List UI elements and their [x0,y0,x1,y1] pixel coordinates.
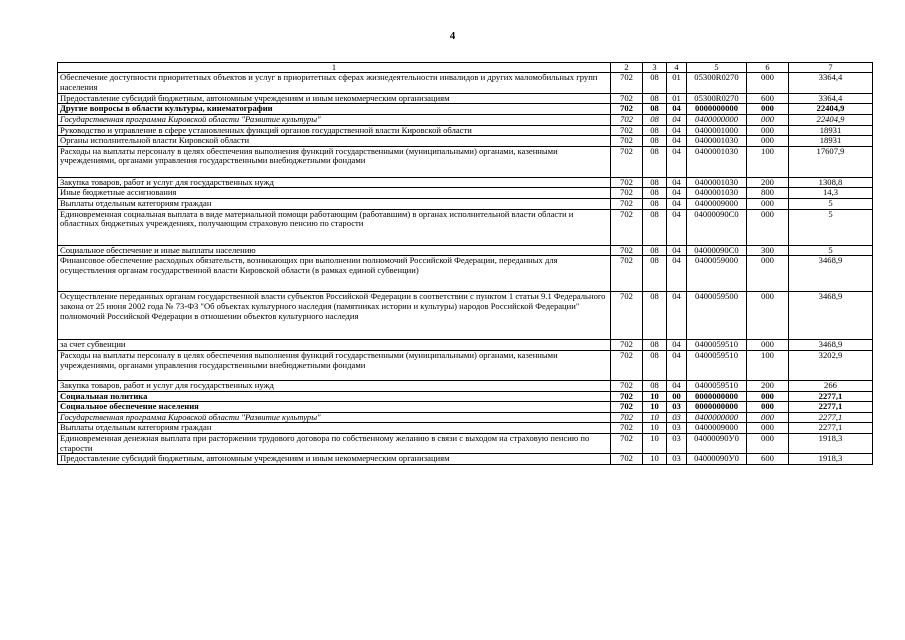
row-name: Иные бюджетные ассигнования [58,188,611,199]
row-target-article: 05300R0270 [687,73,747,93]
row-admin-code: 702 [611,93,643,104]
row-name: Социальное обеспечение населения [58,402,611,413]
row-name: Выплаты отдельным категориям граждан [58,423,611,434]
row-amount: 3468,9 [789,292,873,340]
row-expense-type: 000 [747,104,789,115]
row-subsection: 04 [667,188,687,199]
row-amount: 3468,9 [789,256,873,292]
row-name: Государственная программа Кировской области "Развитие культуры" [58,114,611,125]
row-name: Предоставление субсидий бюджетным, автономным учреждениям и иным некоммерческим организациям [58,454,611,465]
table-row [58,125,873,136]
row-name: Органы исполнительной власти Кировской области [58,136,611,147]
row-expense-type: 000 [747,391,789,402]
row-expense-type: 000 [747,199,789,210]
table-row [58,350,873,380]
row-subsection: 00 [667,391,687,402]
row-amount: 2277,1 [789,391,873,402]
row-expense-type: 000 [747,256,789,292]
table-row [58,434,873,454]
row-admin-code: 702 [611,454,643,465]
row-target-article: 0400059510 [687,340,747,351]
table-row [58,209,873,245]
row-target-article: 0400009000 [687,423,747,434]
row-amount: 3364,4 [789,93,873,104]
row-amount: 22404,9 [789,114,873,125]
row-expense-type: 000 [747,114,789,125]
table-row [58,114,873,125]
row-name: Социальное обеспечение и иные выплаты населению [58,245,611,256]
row-admin-code: 702 [611,125,643,136]
row-subsection: 04 [667,340,687,351]
row-subsection: 04 [667,292,687,340]
row-amount: 3202,9 [789,350,873,380]
row-section: 10 [643,391,667,402]
header-col-3: 3 [643,63,667,73]
table-row [58,177,873,188]
budget-table [57,62,873,465]
table-row [58,104,873,115]
row-expense-type: 000 [747,125,789,136]
row-admin-code: 702 [611,380,643,391]
row-subsection: 04 [667,146,687,177]
row-admin-code: 702 [611,73,643,93]
row-target-article: 0400001030 [687,188,747,199]
table-row [58,402,873,413]
row-subsection: 04 [667,104,687,115]
row-amount: 5 [789,245,873,256]
row-amount: 266 [789,380,873,391]
row-section: 08 [643,350,667,380]
row-subsection: 04 [667,350,687,380]
row-subsection: 03 [667,434,687,454]
row-subsection: 04 [667,114,687,125]
row-subsection: 04 [667,136,687,147]
row-admin-code: 702 [611,402,643,413]
row-subsection: 01 [667,73,687,93]
row-target-article: 04000090У0 [687,434,747,454]
row-subsection: 04 [667,380,687,391]
row-amount: 3364,4 [789,73,873,93]
table-row [58,93,873,104]
row-target-article: 0400059510 [687,350,747,380]
row-amount: 2277,1 [789,402,873,413]
table-row [58,454,873,465]
row-expense-type: 000 [747,209,789,245]
row-amount: 18931 [789,125,873,136]
table-row [58,73,873,93]
row-section: 08 [643,73,667,93]
row-admin-code: 702 [611,245,643,256]
row-expense-type: 000 [747,136,789,147]
row-target-article: 0400000000 [687,114,747,125]
row-name: Социальная политика [58,391,611,402]
row-expense-type: 100 [747,146,789,177]
header-col-1: 1 [58,63,611,73]
row-admin-code: 702 [611,199,643,210]
row-target-article: 0000000000 [687,391,747,402]
row-name: Финансовое обеспечение расходных обязательств, возникающих при выполнении полномочий Российской Федерации, переданных для осуществления органам государственной власти Кировской области (в рамках единой субвенции) [58,256,611,292]
row-subsection: 03 [667,402,687,413]
row-section: 08 [643,380,667,391]
row-name: за счет субвенции [58,340,611,351]
row-expense-type: 000 [747,434,789,454]
row-subsection: 04 [667,256,687,292]
header-col-5: 5 [687,63,747,73]
row-expense-type: 000 [747,73,789,93]
row-subsection: 04 [667,209,687,245]
header-col-2: 2 [611,63,643,73]
row-admin-code: 702 [611,350,643,380]
row-subsection: 04 [667,177,687,188]
row-section: 08 [643,125,667,136]
row-target-article: 04000090C0 [687,209,747,245]
row-target-article: 04000090C0 [687,245,747,256]
row-subsection: 04 [667,125,687,136]
row-expense-type: 000 [747,340,789,351]
row-target-article: 0400001030 [687,136,747,147]
table-row [58,391,873,402]
row-amount: 18931 [789,136,873,147]
table-row [58,340,873,351]
row-name: Осуществление переданных органам государственной власти субъектов Российской Федерации в соответствии с пунктом 1 статьи 9.1 Федерального закона от 25 июня 2002 года № 73-ФЗ "Об объектах культурного наследия (памятниках истории и культуры) народов Российской Федерации" полномочий Российской Федерации в отношении объектов культурного наследия [58,292,611,340]
table-row [58,256,873,292]
header-col-6: 6 [747,63,789,73]
row-name: Другие вопросы в области культуры, кинематографии [58,104,611,115]
table-row [58,188,873,199]
row-section: 08 [643,114,667,125]
row-expense-type: 100 [747,350,789,380]
row-amount: 22404,9 [789,104,873,115]
row-admin-code: 702 [611,391,643,402]
row-section: 10 [643,402,667,413]
row-admin-code: 702 [611,136,643,147]
row-admin-code: 702 [611,114,643,125]
row-section: 08 [643,177,667,188]
row-target-article: 0400001030 [687,146,747,177]
row-section: 10 [643,412,667,423]
table-row [58,292,873,340]
row-section: 08 [643,292,667,340]
row-admin-code: 702 [611,209,643,245]
row-name: Расходы на выплаты персоналу в целях обеспечения выполнения функций государственными (муниципальными) органами, казенными учреждениями, органами управления государственными внебюджетными фондами [58,350,611,380]
row-amount: 5 [789,209,873,245]
row-subsection: 03 [667,423,687,434]
row-expense-type: 300 [747,245,789,256]
table-row [58,412,873,423]
table-row [58,199,873,210]
header-col-7: 7 [789,63,873,73]
row-section: 08 [643,340,667,351]
row-target-article: 0400001000 [687,125,747,136]
table-row [58,380,873,391]
table-row [58,136,873,147]
row-target-article: 05300R0270 [687,93,747,104]
row-amount: 3468,9 [789,340,873,351]
row-target-article: 0400059000 [687,256,747,292]
row-amount: 1918,3 [789,434,873,454]
header-col-4: 4 [667,63,687,73]
row-name: Руководство и управление в сфере установленных функций органов государственной власти Кировской области [58,125,611,136]
row-target-article: 04000090У0 [687,454,747,465]
row-expense-type: 600 [747,454,789,465]
row-target-article: 0400009000 [687,199,747,210]
row-section: 10 [643,434,667,454]
table-row [58,146,873,177]
row-name: Расходы на выплаты персоналу в целях обеспечения выполнения функций государственными (муниципальными) органами, казенными учреждениями, органами управления государственными внебюджетными фондами [58,146,611,177]
row-expense-type: 000 [747,412,789,423]
page-number: 4 [449,30,456,42]
row-subsection: 01 [667,93,687,104]
row-section: 08 [643,256,667,292]
row-section: 08 [643,146,667,177]
row-admin-code: 702 [611,340,643,351]
row-target-article: 0400059500 [687,292,747,340]
row-expense-type: 000 [747,292,789,340]
row-expense-type: 800 [747,188,789,199]
row-section: 08 [643,209,667,245]
row-subsection: 04 [667,245,687,256]
row-expense-type: 200 [747,177,789,188]
table-row [58,423,873,434]
table-row [58,245,873,256]
row-admin-code: 702 [611,177,643,188]
row-target-article: 0000000000 [687,402,747,413]
row-name: Государственная программа Кировской области "Развитие культуры" [58,412,611,423]
row-name: Выплаты отдельным категориям граждан [58,199,611,210]
row-subsection: 03 [667,412,687,423]
row-target-article: 0400001030 [687,177,747,188]
row-name: Предоставление субсидий бюджетным, автономным учреждениям и иным некоммерческим организациям [58,93,611,104]
row-name: Единовременная денежная выплата при расторжении трудового договора по собственному желанию в связи с выходом на страховую пенсию по старости [58,434,611,454]
row-expense-type: 600 [747,93,789,104]
row-name: Закупка товаров, работ и услуг для государственных нужд [58,380,611,391]
row-amount: 2277,1 [789,412,873,423]
row-admin-code: 702 [611,423,643,434]
row-admin-code: 702 [611,434,643,454]
row-amount: 1918,3 [789,454,873,465]
row-admin-code: 702 [611,292,643,340]
row-section: 08 [643,199,667,210]
row-section: 08 [643,104,667,115]
row-target-article: 0400059510 [687,380,747,391]
row-target-article: 0000000000 [687,104,747,115]
row-section: 08 [643,245,667,256]
row-admin-code: 702 [611,188,643,199]
row-section: 10 [643,423,667,434]
row-section: 08 [643,136,667,147]
row-expense-type: 200 [747,380,789,391]
row-admin-code: 702 [611,146,643,177]
row-amount: 17607,9 [789,146,873,177]
row-target-article: 0400000000 [687,412,747,423]
row-subsection: 04 [667,199,687,210]
header-row [58,63,873,73]
row-section: 08 [643,188,667,199]
row-subsection: 03 [667,454,687,465]
row-admin-code: 702 [611,104,643,115]
row-amount: 2277,1 [789,423,873,434]
row-section: 08 [643,93,667,104]
row-name: Единовременная социальная выплата в виде материальной помощи работающим (работавшим) в органах исполнительной власти области и областных бюджетных учреждениях, получающим страховую пенсию по старости [58,209,611,245]
row-expense-type: 000 [747,402,789,413]
row-amount: 1308,8 [789,177,873,188]
row-expense-type: 000 [747,423,789,434]
row-name: Обеспечение доступности приоритетных объектов и услуг в приоритетных сферах жизнедеятельности инвалидов и других маломобильных групп населения [58,73,611,93]
row-admin-code: 702 [611,256,643,292]
row-name: Закупка товаров, работ и услуг для государственных нужд [58,177,611,188]
row-amount: 5 [789,199,873,210]
row-section: 10 [643,454,667,465]
row-admin-code: 702 [611,412,643,423]
row-amount: 14,3 [789,188,873,199]
